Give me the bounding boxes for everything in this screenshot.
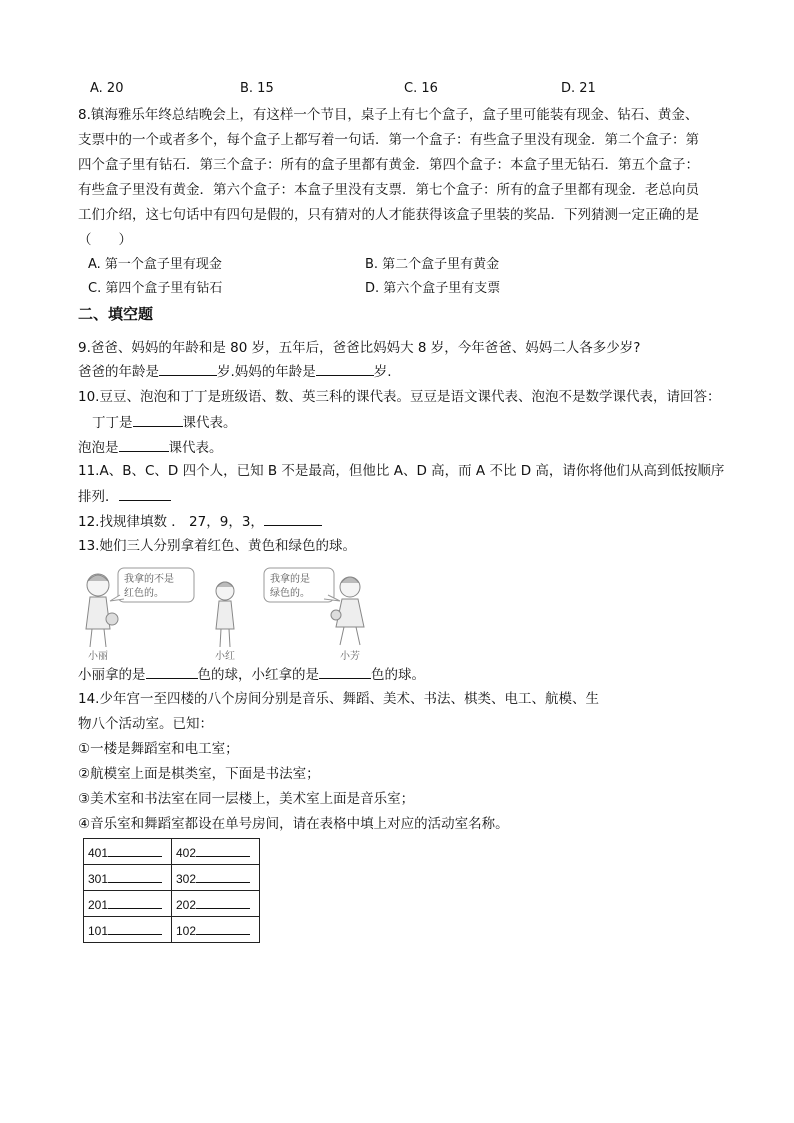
q8-line-3: 四个盒子里有钻石．第三个盒子：所有的盒子里都有黄金．第四个盒子：本盒子里无钻石．第五个盒子：	[78, 157, 699, 173]
q11-answer-line	[78, 486, 171, 507]
q8-option-c: C. 第四个盒子里有钻石	[88, 281, 223, 296]
q10-question: 10.豆豆、泡泡和丁丁是班级语、数、英三科的课代表。豆豆是语文课代表、泡泡不是数学课代表，请回答：	[78, 389, 721, 405]
q14-question-line-2: 物八个活动室。已知：	[78, 716, 213, 732]
table-row	[84, 839, 260, 865]
q13-label-xiaohong: 色的球，小红拿的是	[197, 667, 319, 683]
q13-label-end: 色的球。	[371, 667, 425, 683]
q8-line-2: 支票中的一个或者多个，每个盒子上都写着一句话．第一个盒子：有些盒子里没有现金．第二个盒子：第	[78, 132, 699, 148]
q14-question-line-1: 14.少年宫一至四楼的八个房间分别是音乐、舞蹈、美术、书法、棋类、电工、航模、生	[78, 691, 599, 707]
table-row	[84, 865, 260, 891]
q10-label-paopao-end: 课代表。	[168, 440, 223, 456]
room-number: 101	[88, 923, 109, 938]
q12-question: 12.找规律填数 ． 27，9，3，	[78, 514, 264, 530]
room-cell-102[interactable]	[172, 917, 260, 943]
q7-option-a: A. 20	[90, 81, 124, 96]
q9-mother-blank[interactable]	[316, 361, 374, 376]
room-cell-402[interactable]	[172, 839, 260, 865]
q11-question: 11.A、B、C、D 四个人，已知 B 不是最高，但他比 A、D 高，而 A 不比 D 高，请你将他们从高到低按顺序	[78, 463, 725, 479]
speech-bubble-1	[110, 568, 194, 602]
room-number: 302	[176, 871, 197, 886]
xiaoli-figure	[86, 574, 118, 647]
room-cell-101[interactable]	[84, 917, 172, 943]
q8-line-5: 工们介绍，这七句话中有四句是假的，只有猜对的人才能获得该盒子里装的奖品．下列猜测一定正确的是	[78, 207, 699, 223]
room-number: 202	[176, 897, 197, 912]
q12-line	[78, 511, 322, 532]
q12-blank[interactable]	[264, 511, 322, 526]
table-row	[84, 891, 260, 917]
q13-xiaoli-blank[interactable]	[146, 664, 198, 679]
room-blank[interactable]	[108, 870, 162, 883]
q9-label-end: 岁.	[373, 364, 392, 380]
q10-label-paopao: 泡泡是	[78, 440, 119, 456]
room-blank[interactable]	[108, 844, 162, 857]
xiaofang-figure	[331, 577, 364, 645]
room-cell-301[interactable]	[84, 865, 172, 891]
bubble-2-text-1: 我拿的是	[270, 574, 310, 585]
room-cell-401[interactable]	[84, 839, 172, 865]
q13-answer-line	[78, 664, 425, 685]
room-number: 402	[176, 845, 197, 860]
q8-option-d: D. 第六个盒子里有支票	[365, 281, 501, 296]
room-blank[interactable]	[196, 844, 250, 857]
q10-label-dingding-end: 课代表。	[182, 415, 237, 431]
xiaohong-figure	[216, 582, 234, 647]
q11-label: 排列．	[78, 489, 119, 505]
q9-answer-line	[78, 361, 392, 382]
room-cell-202[interactable]	[172, 891, 260, 917]
name-label-xiaohong: 小红	[215, 651, 235, 662]
room-blank[interactable]	[196, 896, 250, 909]
q10-paopao-blank[interactable]	[119, 437, 169, 452]
room-number: 201	[88, 897, 109, 912]
q14-clue-4: ④音乐室和舞蹈室都设在单号房间，请在表格中填上对应的活动室名称。	[78, 816, 509, 832]
bubble-1-text-1: 我拿的不是	[124, 574, 174, 585]
room-table	[83, 838, 260, 943]
q8-line-6: （ ）	[78, 232, 132, 248]
q8-option-a: A. 第一个盒子里有现金	[88, 257, 222, 272]
q7-option-b: B. 15	[240, 81, 274, 96]
q13-question: 13.她们三人分别拿着红色、黄色和绿色的球。	[78, 538, 356, 554]
room-cell-302[interactable]	[172, 865, 260, 891]
q10-answer-paopao	[78, 437, 223, 458]
name-label-xiaofang: 小芳	[340, 651, 360, 662]
bubble-1-text-2: 红色的。	[124, 588, 164, 599]
q7-option-d: D. 21	[561, 81, 596, 96]
q10-label-dingding: 丁丁是	[92, 415, 133, 431]
name-label-xiaoli: 小丽	[88, 651, 108, 662]
q14-clue-1: ①一楼是舞蹈室和电工室；	[78, 741, 239, 757]
room-blank[interactable]	[108, 896, 162, 909]
q7-option-c: C. 16	[404, 81, 438, 96]
q10-answer-dingding	[92, 412, 237, 433]
bubble-2-text-2: 绿色的。	[270, 588, 310, 599]
q13-xiaohong-blank[interactable]	[319, 664, 371, 679]
q9-question: 9.爸爸、妈妈的年龄和是 80 岁，五年后，爸爸比妈妈大 8 岁，今年爸爸、妈妈二人各多少岁?	[78, 340, 641, 356]
q8-option-b: B. 第二个盒子里有黄金	[365, 257, 500, 272]
table-row	[84, 917, 260, 943]
speech-bubble-2	[264, 568, 340, 602]
q8-line-1: 8.镇海雅乐年终总结晚会上，有这样一个节目，桌子上有七个盒子，盒子里可能装有现金、钻石、黄金、	[78, 107, 699, 123]
room-cell-201[interactable]	[84, 891, 172, 917]
room-number: 401	[88, 845, 109, 860]
q9-label-father: 爸爸的年龄是	[78, 364, 159, 380]
room-number: 102	[176, 923, 197, 938]
room-blank[interactable]	[196, 870, 250, 883]
room-blank[interactable]	[196, 922, 250, 935]
q9-label-mother: 岁.妈妈的年龄是	[217, 364, 316, 380]
q10-dingding-blank[interactable]	[133, 412, 183, 427]
q14-clue-2: ②航模室上面是棋类室，下面是书法室；	[78, 766, 320, 782]
room-blank[interactable]	[108, 922, 162, 935]
room-number: 301	[88, 871, 109, 886]
section-title: 二、填空题	[78, 305, 154, 323]
q11-blank[interactable]	[119, 486, 171, 501]
q13-illustration	[78, 567, 378, 663]
q13-label-xiaoli: 小丽拿的是	[78, 667, 146, 683]
q9-father-blank[interactable]	[159, 361, 217, 376]
q14-clue-3: ③美术室和书法室在同一层楼上，美术室上面是音乐室；	[78, 791, 415, 807]
q8-line-4: 有些盒子里没有黄金．第六个盒子：本盒子里没有支票．第七个盒子：所有的盒子里都有现金．老总向员	[78, 182, 699, 198]
